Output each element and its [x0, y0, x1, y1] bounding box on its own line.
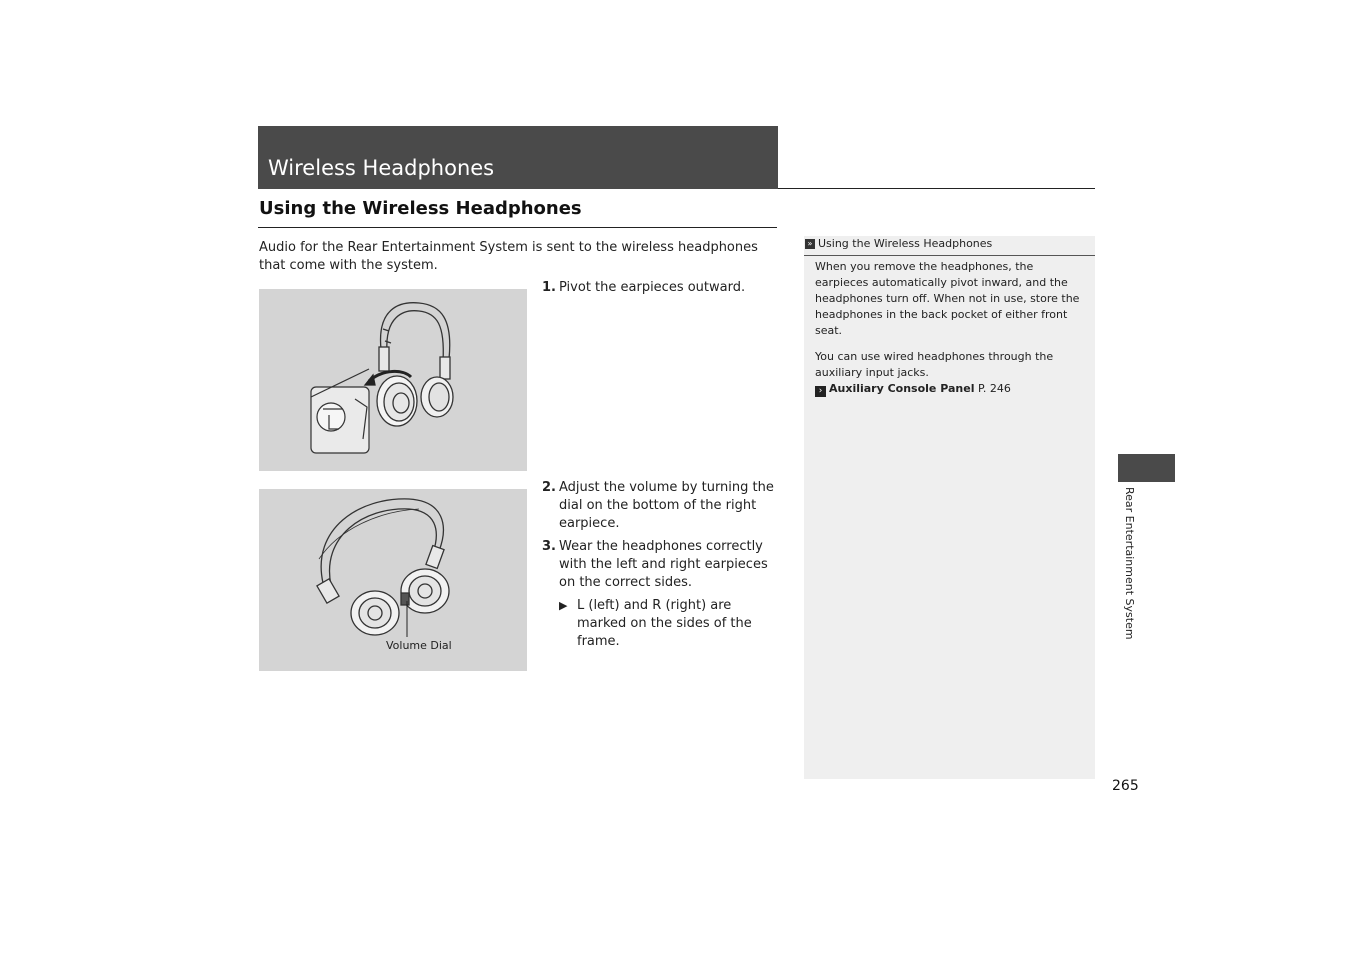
figure-pivot-earpieces [259, 289, 527, 471]
section-heading: Using the Wireless Headphones [259, 198, 582, 219]
reference-arrow-icon: › [815, 386, 826, 397]
headphones-pivot-illustration [259, 289, 527, 471]
step-3 [542, 538, 778, 592]
step-number: 3. [542, 539, 556, 554]
note-arrow-icon: ▶ [559, 599, 568, 612]
double-chevron-icon: » [805, 239, 815, 249]
title-rule [778, 188, 1095, 189]
reference-page: P. 246 [977, 382, 1011, 395]
sidebar-paragraph-2: You can use wired headphones through the auxiliary input jacks. [815, 350, 1054, 379]
volume-dial-label: Volume Dial [386, 639, 452, 652]
sidebar-heading-text: Using the Wireless Headphones [818, 237, 993, 250]
sidebar-heading [804, 236, 1095, 256]
note-text: L (left) and R (right) are marked on the sides of the frame. [577, 598, 752, 649]
step-note [559, 597, 779, 651]
reference-link[interactable]: Auxiliary Console Panel [829, 382, 975, 395]
step-text: Wear the headphones correctly with the left and right earpieces on the correct sides. [559, 539, 768, 590]
sidebar-paragraph-1: When you remove the headphones, the earpieces automatically pivot inward, and the headphones turn off. When not in use, store the headphones in the back pocket of either front seat. [815, 260, 1080, 337]
intro-paragraph: Audio for the Rear Entertainment System is sent to the wireless headphones that come with the system. [259, 240, 758, 273]
page-title: Wireless Headphones [268, 156, 495, 180]
section-rule [258, 227, 777, 228]
page-number: 265 [1112, 778, 1139, 794]
step-text: Adjust the volume by turning the dial on the bottom of the right earpiece. [559, 480, 774, 531]
sidebar-cross-reference[interactable] [815, 381, 1087, 397]
step-number: 2. [542, 480, 556, 495]
step-text: Pivot the earpieces outward. [559, 280, 746, 295]
step-2 [542, 479, 778, 533]
chapter-label: Rear Entertainment System [1123, 487, 1136, 640]
step-number: 1. [542, 280, 556, 295]
chapter-tab [1118, 454, 1175, 482]
step-1 [542, 279, 778, 297]
